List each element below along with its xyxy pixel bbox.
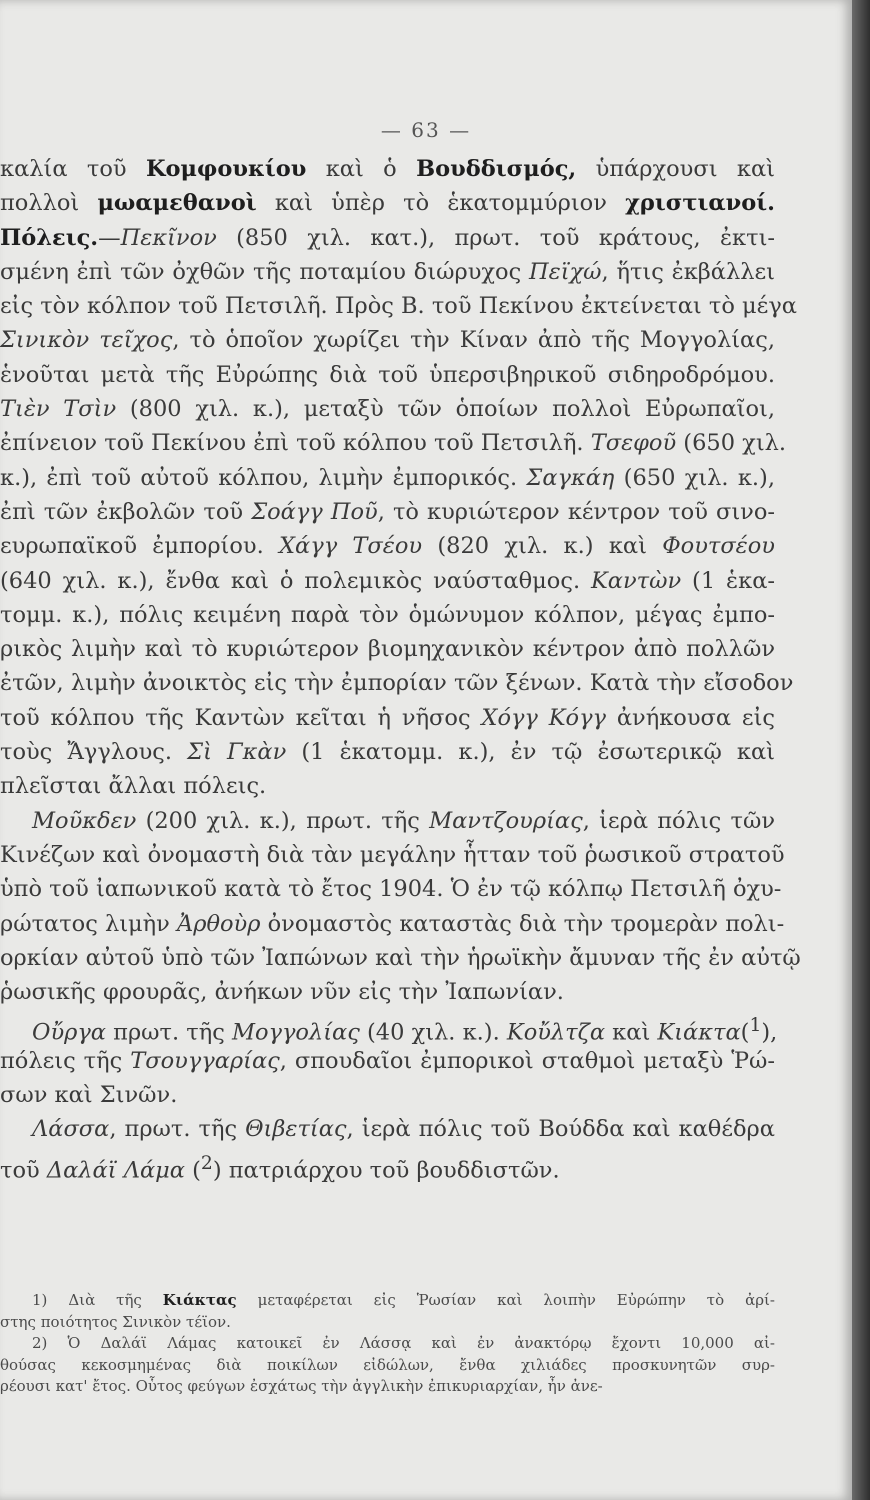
text-line: κ.), ἐπὶ τοῦ αὐτοῦ κόλπου, λιμὴν ἐμπορικός. Σαγκάη (650 χιλ. κ.), xyxy=(0,464,775,491)
text-line: ἐτῶν, λιμὴν ἀνοικτὸς εἰς τὴν ἐμπορίαν τῶν ξένων. Κατὰ τὴν εἴσοδον xyxy=(0,670,794,697)
footnote-line: 1) Διὰ τῆς Κιάκτας μεταφέρεται εἰς Ῥωσίαν καὶ λοιπὴν Εὐρώπην τὸ ἀρί- xyxy=(32,1291,775,1309)
text-line: πολλοὶ μωαμεθανοὶ καὶ ὑπὲρ τὸ ἑκατομμύριον χριστιανοί. xyxy=(0,190,776,217)
page-number: — 63 — xyxy=(380,118,472,142)
text-line: (640 χιλ. κ.), ἔνθα καὶ ὁ πολεμικὸς ναύσταθμος. Καντὼν (1 ἑκα- xyxy=(0,567,775,594)
text-line: ἐπὶ τῶν ἐκβολῶν τοῦ Σοάγγ Ποῦ, τὸ κυριώτερον κέντρον τοῦ σινο- xyxy=(0,498,776,525)
text-line: Οὔργα πρωτ. τῆς Μογγολίας (40 χιλ. κ.). Κοὔλτζα καὶ Κιάκτα($^1$), xyxy=(32,1015,778,1046)
text-line: πόλεις τῆς Τσουγγαρίας, σπουδαῖοι ἐμπορικοὶ σταθμοὶ μεταξὺ Ῥώ- xyxy=(0,1047,775,1074)
footnote-line: θούσας κεκοσμημένας διὰ ποικίλων εἰδώλων, ἔνθα χιλιάδες προσκυνητῶν συρ- xyxy=(0,1355,775,1374)
text-line: σων καὶ Σινῶν. xyxy=(0,1082,178,1109)
footnote-line: ρέουσι κατ' ἔτος. Οὗτος φεύγων ἐσχάτως τὴν ἀγγλικὴν ἐπικυριαρχίαν, ἦν ἀνε- xyxy=(0,1377,603,1395)
text-line: ρικὸς λιμὴν καὶ τὸ κυριώτερον βιομηχανικὸν κέντρον ἀπὸ πολλῶν xyxy=(0,636,775,663)
text-line: σμένη ἐπὶ τῶν ὀχθῶν τῆς ποταμίου διώρυχος Πεϊχώ, ἥτις ἐκβάλλει xyxy=(0,258,775,285)
text-line: τοὺς Ἄγγλους. Σὶ Γκὰν (1 ἑκατομμ. κ.), ἐν τῷ ἐσωτερικῷ καὶ xyxy=(0,739,775,766)
footnote-line: 2) Ὁ Δαλάϊ Λάμας κατοικεῖ ἐν Λάσσᾳ καὶ ἐν ἀνακτόρῳ ἔχοντι 10,000 αἰ- xyxy=(32,1334,775,1352)
footnote-line: στης ποιότητος Σινικὸν τέϊον. xyxy=(0,1312,231,1331)
text-line: εἰς τὸν κόλπον τοῦ Πετσιλῆ. Πρὸς Β. τοῦ Πεκίνου ἐκτείνεται τὸ μέγα xyxy=(0,293,797,320)
text-line: ἐπίνειον τοῦ Πεκίνου ἐπὶ τοῦ κόλπου τοῦ Πετσιλῆ. Τσεφοῦ (650 χιλ. xyxy=(0,430,787,457)
text-line: τομμ. κ.), πόλις κειμένη παρὰ τὸν ὁμώνυμον κόλπον, μέγας ἐμπο- xyxy=(0,601,775,628)
text-line: ἑνοῦται μετὰ τῆς Εὐρώπης διὰ τοῦ ὑπερσιβηρικοῦ σιδηροδρόμου. xyxy=(0,361,775,388)
body-text xyxy=(0,152,801,1184)
text-line: Τιὲν Τσὶν (800 χιλ. κ.), μεταξὺ τῶν ὁποίων πολλοὶ Εὐρωπαῖοι, xyxy=(0,396,775,423)
text-line: τοῦ Δαλάϊ Λάμα ($^2$) πατριάρχου τοῦ βουδδιστῶν. xyxy=(0,1152,560,1184)
text-line: πλεῖσται ἄλλαι πόλεις. xyxy=(0,773,267,800)
text-line: ευρωπαϊκοῦ ἐμπορίου. Χάγγ Τσέου (820 χιλ. κ.) καὶ Φουτσέου xyxy=(0,533,775,560)
footnotes xyxy=(0,1290,775,1398)
text-line: Σινικὸν τεῖχος, τὸ ὁποῖον χωρίζει τὴν Κίναν ἀπὸ τῆς Μογγολίας, xyxy=(0,327,775,354)
text-line: Μοῦκδεν (200 χιλ. κ.), πρωτ. τῆς Μαντζουρίας, ἱερὰ πόλις τῶν xyxy=(32,807,776,834)
text-line: ῥωσικῆς φρουρᾶς, ἀνήκων νῦν εἰς τὴν Ἰαπωνίαν. xyxy=(0,979,564,1006)
text-line: Πόλεις.—Πεκῖνον (850 χιλ. κατ.), πρωτ. τοῦ κράτους, ἐκτι- xyxy=(0,224,775,251)
page-edge xyxy=(852,0,870,1500)
text-line: ὑπὸ τοῦ ἰαπωνικοῦ κατὰ τὸ ἔτος 1904. Ὁ ἐν τῷ κόλπῳ Πετσιλῆ ὀχυ- xyxy=(0,876,782,903)
text-line: Λάσσα, πρωτ. τῆς Θιβετίας, ἱερὰ πόλις τοῦ Βούδδα καὶ καθέδρα xyxy=(32,1116,775,1143)
text-line: καλία τοῦ Κομφουκίου καὶ ὁ Βουδδισμός, ὑπάρχουσι καὶ xyxy=(0,156,775,182)
text-line: τοῦ κόλπου τῆς Καντὼν κεῖται ἡ νῆσος Χόγγ Κόγγ ἀνήκουσα εἰς xyxy=(0,704,775,731)
text-line: ορκίαν αὐτοῦ ὑπὸ τῶν Ἰαπώνων καὶ τὴν ἡρωϊκὴν ἄμυναν τῆς ἐν αὐτῷ xyxy=(0,944,801,971)
text-line: Κινέζων καὶ ὀνομαστὴ διὰ τὰν μεγάλην ἧτταν τοῦ ῥωσικοῦ στρατοῦ xyxy=(0,841,785,868)
text-line: ρώτατος λιμὴν Ἀρθοὺρ ὀνομαστὸς καταστὰς διὰ τὴν τρομερὰν πολι- xyxy=(0,910,785,937)
